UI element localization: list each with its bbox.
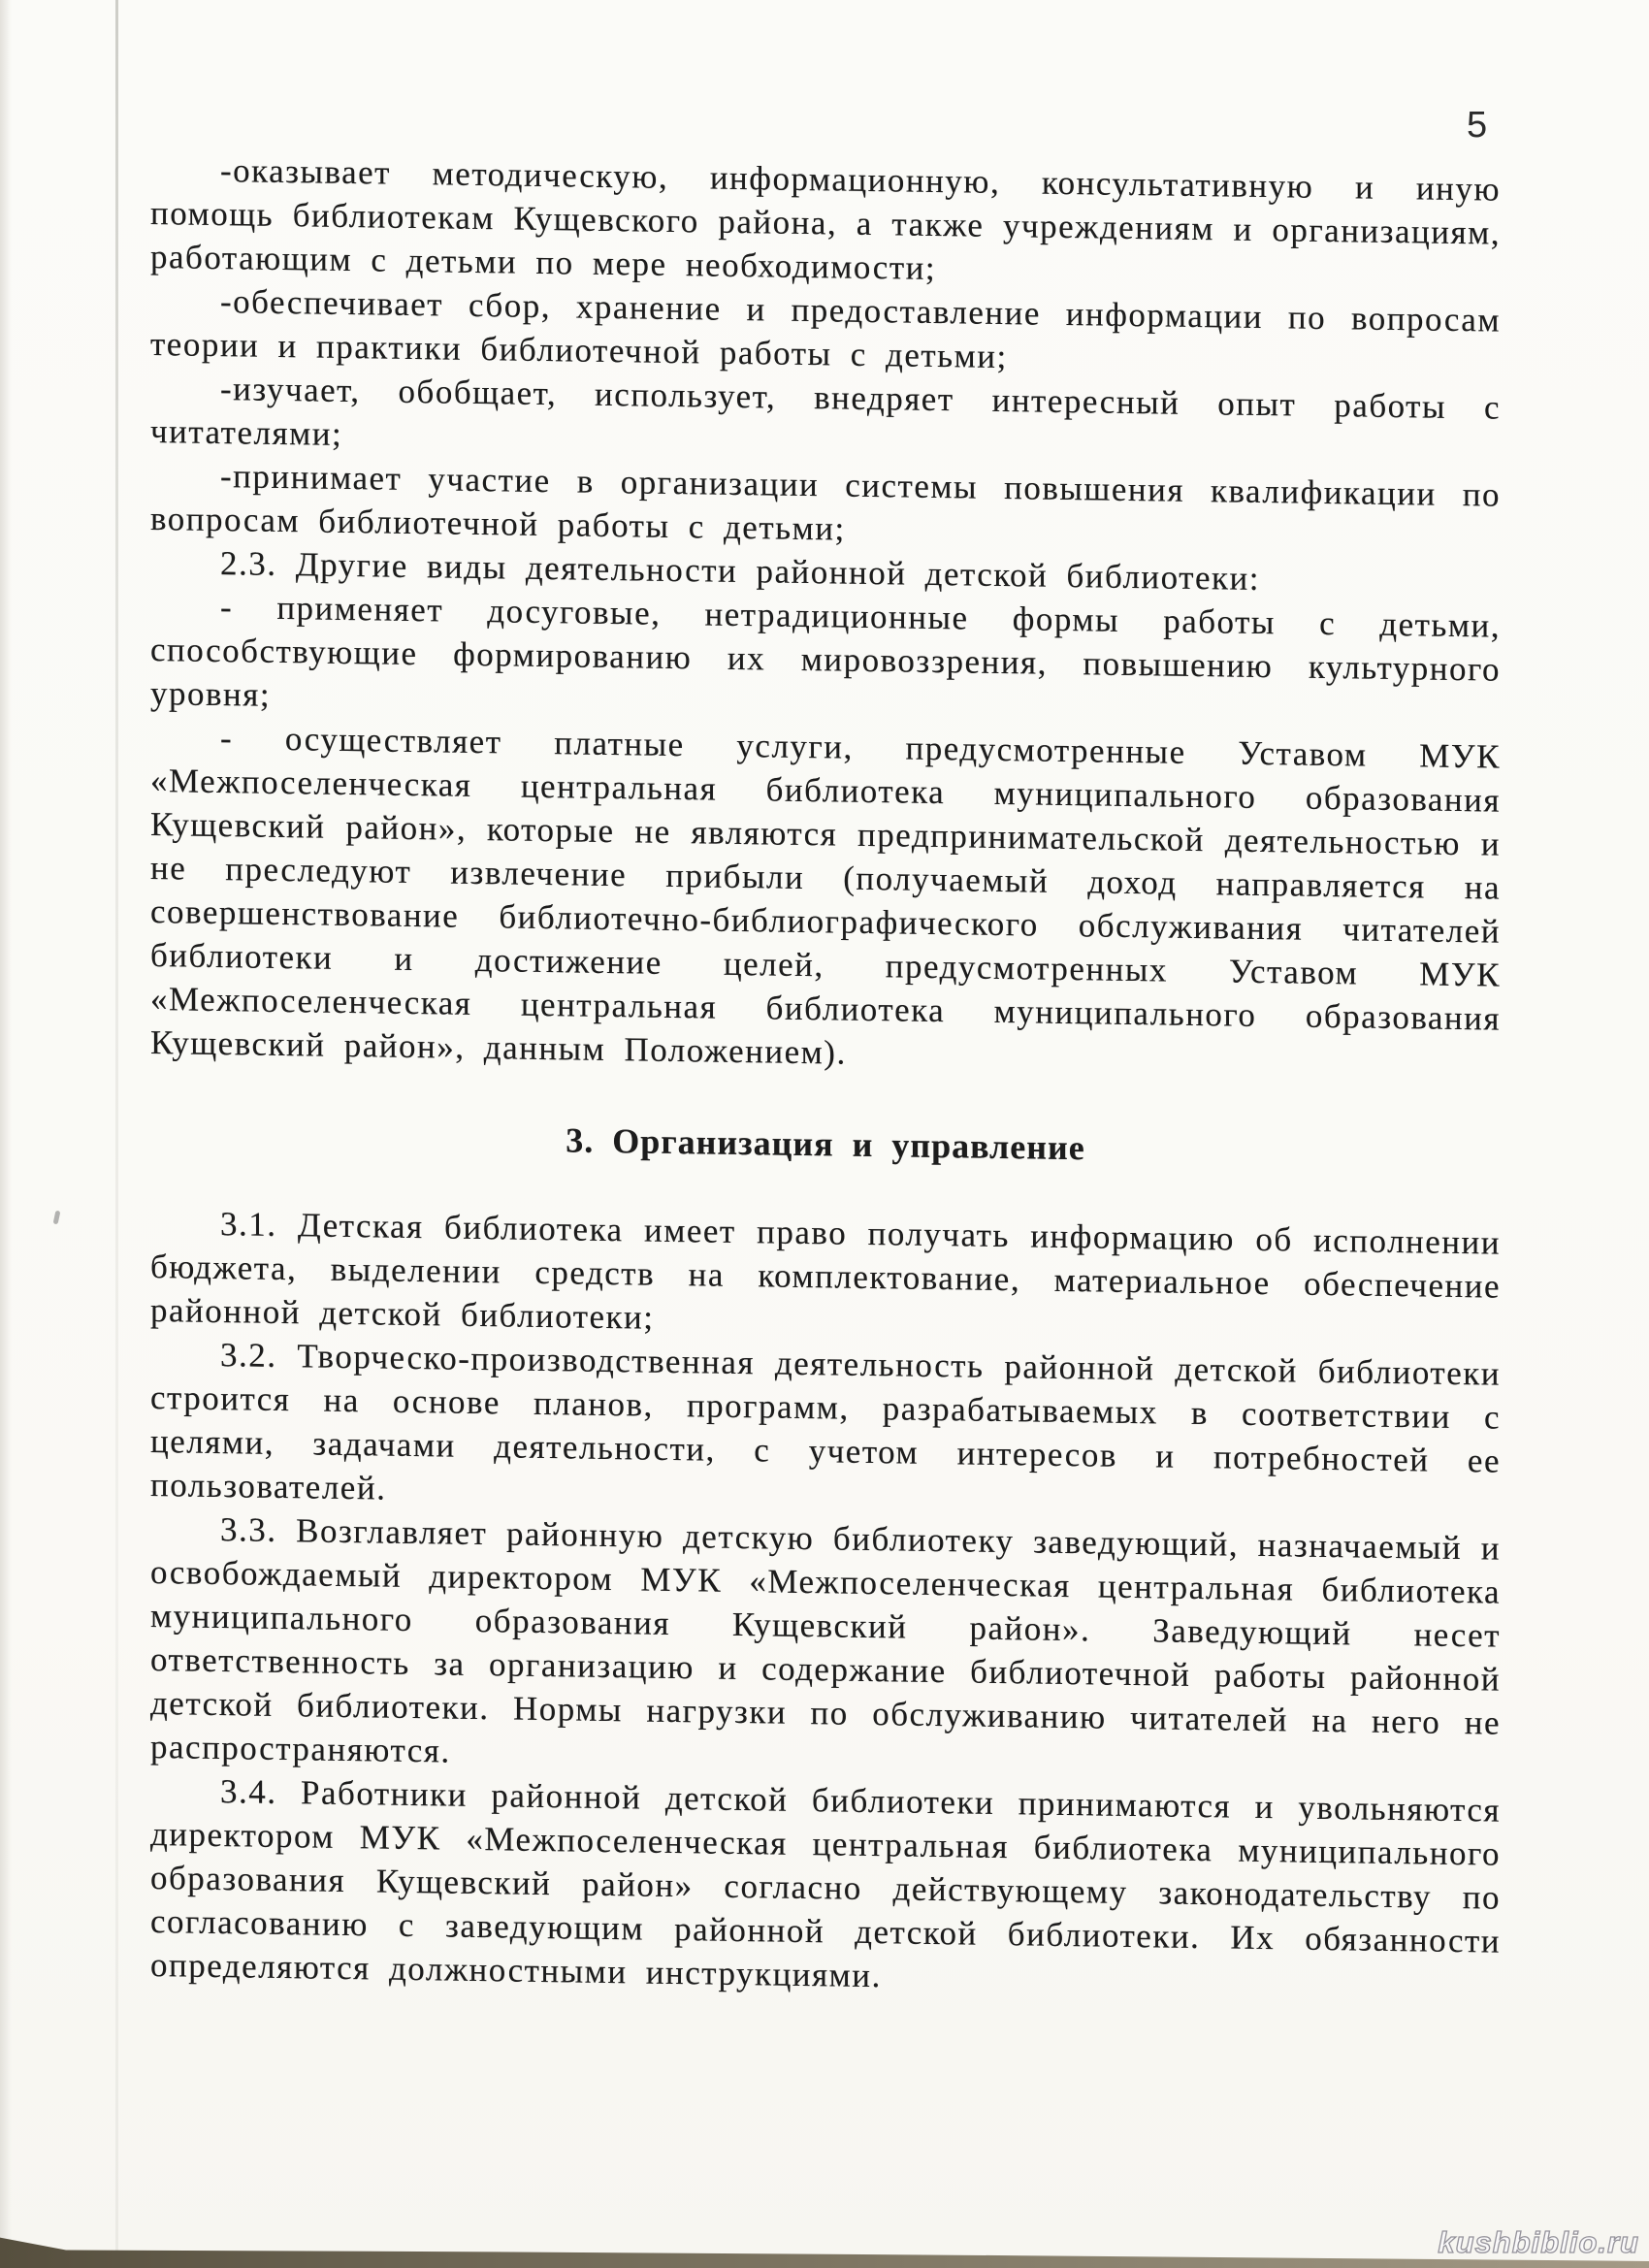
paragraph: -обеспечивает сбор, хранение и предоставление информации по вопросам теории и практики библиотечной работы с детьми; bbox=[150, 282, 1501, 376]
scan-bottom-edge-shadow bbox=[0, 2237, 1649, 2268]
paragraph: -оказывает методическую, информационную, консультативную и иную помощь библиотекам Кущевского района, а также учреждениям и организациям, работающим с детьми по мере необходимости; bbox=[150, 151, 1501, 288]
paragraph: -изучает, обобщает, использует, внедряет интересный опыт работы с читателями; bbox=[150, 370, 1501, 453]
section-heading: 3. Организация и управление bbox=[566, 1120, 1085, 1168]
watermark: kushbiblio.ru bbox=[1438, 2225, 1639, 2259]
paragraph: 3.2. Творческо-производственная деятельность районной детской библиотеки строится на основе планов, программ, разрабатываемых в соответствии с целями, задачами деятельности, с учетом интересов и потребностей ее пользователей. bbox=[150, 1336, 1501, 1507]
scan-noise-speck bbox=[53, 1211, 61, 1225]
paragraph: - осуществляет платные услуги, предусмотренные Уставом МУК «Межпоселенческая центральная библиотека муниципального образования Кущевский район», которые не являются предпринимательской деятельностью и не преследуют извлечение прибыли (получаемый доход направляется на совершенствование библиотечно-библиографического обслуживания читателей библиотеки и достижение целей, предусмотренных Уставом МУК «Межпоселенческая центральная библиотека муниципального образования Кущевский район», данным Положением). bbox=[150, 719, 1501, 1072]
paragraph: 2.3. Другие виды деятельности районной детской библиотеки: bbox=[220, 544, 1260, 598]
paragraph: 3.1. Детская библиотека имеет право получать информацию об исполнении бюджета, выделении средств на комплектование, материальное обеспечение районной детской библиотеки; bbox=[150, 1205, 1501, 1337]
scan-page-fold-line bbox=[115, 0, 118, 2268]
document-text-block bbox=[150, 147, 1501, 2007]
scan-left-edge-shadow bbox=[0, 0, 12, 2268]
paragraph: 3.4. Работники районной детской библиотеки принимаются и увольняются директором МУК «Межпоселенческая центральная библиотека муниципального образования Кущевский район» согласно действующему законодательству по согласованию с заведующим районной детской библиотеки. Их обязанности определяются должностными инструкциями. bbox=[150, 1772, 1501, 1995]
paragraph: 3.3. Возглавляет районную детскую библиотеку заведующий, назначаемый и освобождаемый директором МУК «Межпоселенческая центральная библиотека муниципального образования Кущевский район». Заведующий несет ответственность за организацию и содержание библиотечной работы районной детской библиотеки. Нормы нагрузки по обслуживанию читателей на него не распространяются. bbox=[150, 1510, 1501, 1770]
paragraph: - применяет досуговые, нетрадиционные формы работы с детьми, способствующие формированию их мировоззрения, повышению культурного уровня; bbox=[150, 588, 1501, 714]
page-number: 5 bbox=[1467, 105, 1488, 146]
paragraph: -принимает участие в организации системы повышения квалификации по вопросам библиотечной работы с детьми; bbox=[150, 457, 1501, 548]
